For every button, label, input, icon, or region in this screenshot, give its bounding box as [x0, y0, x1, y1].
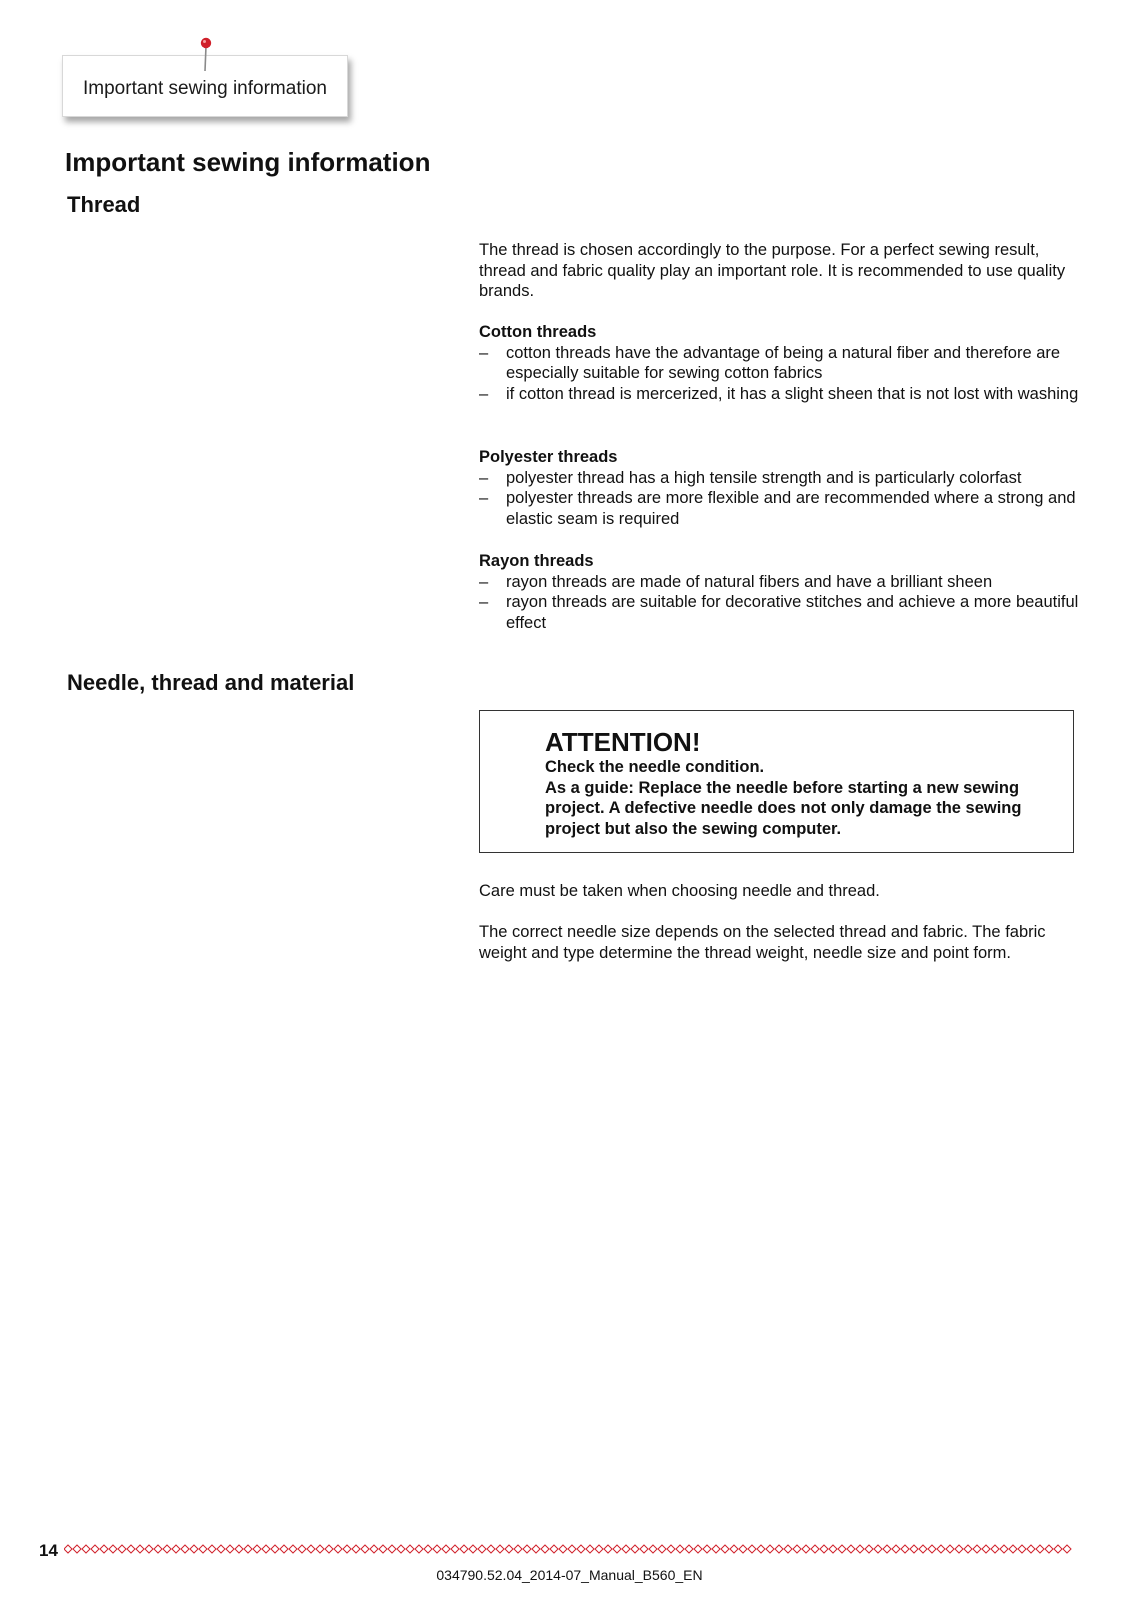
border-diamond	[730, 1545, 738, 1553]
border-diamond	[865, 1545, 873, 1553]
border-diamond	[937, 1545, 945, 1553]
border-diamond	[811, 1545, 819, 1553]
border-diamond	[163, 1545, 171, 1553]
list-item-text: polyester threads are more flexible and are recommended where a strong and elastic seam is required	[506, 489, 1076, 528]
border-diamond	[748, 1545, 756, 1553]
border-diamond	[847, 1545, 855, 1553]
bullet-list	[479, 468, 1079, 530]
section-heading-needle: Needle, thread and material	[67, 670, 355, 695]
border-diamond	[361, 1545, 369, 1553]
border-diamond	[838, 1545, 846, 1553]
border-diamond	[964, 1545, 972, 1553]
border-diamond	[442, 1545, 450, 1553]
border-diamond	[1036, 1545, 1044, 1553]
border-diamond	[829, 1545, 837, 1553]
border-diamond	[307, 1545, 315, 1553]
list-item	[479, 384, 1079, 405]
border-diamond	[379, 1545, 387, 1553]
pushpin-icon	[199, 37, 213, 73]
border-diamond	[109, 1545, 117, 1553]
border-diamond	[982, 1545, 990, 1553]
border-diamond	[901, 1545, 909, 1553]
header-tab-label: Important sewing information	[83, 78, 327, 99]
border-diamond	[793, 1545, 801, 1553]
border-diamond	[190, 1545, 198, 1553]
border-diamond	[118, 1545, 126, 1553]
border-diamond	[586, 1545, 594, 1553]
border-diamond	[604, 1545, 612, 1553]
dash-marker: –	[479, 468, 489, 487]
border-diamond	[496, 1545, 504, 1553]
dash-marker: –	[479, 593, 489, 612]
attention-title: ATTENTION!	[545, 727, 701, 757]
list-item-text: polyester thread has a high tensile strength and is particularly colorfast	[506, 468, 1022, 487]
border-diamond	[820, 1545, 828, 1553]
border-diamond	[172, 1545, 180, 1553]
border-diamond	[64, 1545, 72, 1553]
thread-intro-block	[479, 240, 1079, 302]
border-diamond	[757, 1545, 765, 1553]
border-diamond	[73, 1545, 81, 1553]
border-diamond	[721, 1545, 729, 1553]
border-diamond	[658, 1545, 666, 1553]
border-diamond	[451, 1545, 459, 1553]
border-diamond	[1018, 1545, 1026, 1553]
border-diamond	[802, 1545, 810, 1553]
list-item	[479, 343, 1079, 384]
border-diamond	[316, 1545, 324, 1553]
border-diamond	[874, 1545, 882, 1553]
border-diamond	[154, 1545, 162, 1553]
border-diamond	[892, 1545, 900, 1553]
thread-group-polyester	[479, 447, 1079, 529]
dash-marker: –	[479, 384, 489, 403]
list-item-text: if cotton thread is mercerized, it has a slight sheen that is not lost with washing	[506, 384, 1079, 403]
border-diamond	[397, 1545, 405, 1553]
border-diamond	[82, 1545, 90, 1553]
bullet-list	[479, 572, 1079, 634]
list-item	[479, 572, 1079, 593]
border-diamond	[883, 1545, 891, 1553]
border-diamond	[424, 1545, 432, 1553]
border-diamond	[460, 1545, 468, 1553]
border-diamond	[622, 1545, 630, 1553]
decorative-border	[64, 1542, 1076, 1556]
dash-marker: –	[479, 572, 489, 591]
border-diamond	[208, 1545, 216, 1553]
attention-text	[545, 757, 1055, 839]
border-diamond	[541, 1545, 549, 1553]
border-diamond	[766, 1545, 774, 1553]
border-diamond	[1000, 1545, 1008, 1553]
border-diamond	[1045, 1545, 1053, 1553]
border-diamond	[217, 1545, 225, 1553]
border-diamond	[415, 1545, 423, 1553]
border-diamond	[928, 1545, 936, 1553]
border-diamond	[784, 1545, 792, 1553]
border-diamond	[226, 1545, 234, 1553]
border-diamond	[253, 1545, 261, 1553]
attention-line: As a guide: Replace the needle before starting a new sewing project. A defective needle does not only damage the sewing project but also the sewing computer.	[545, 778, 1022, 838]
border-diamond	[469, 1545, 477, 1553]
border-diamond	[577, 1545, 585, 1553]
border-diamond	[145, 1545, 153, 1553]
border-diamond	[667, 1545, 675, 1553]
group-title: Cotton threads	[479, 323, 597, 341]
border-diamond	[955, 1545, 963, 1553]
border-diamond	[559, 1545, 567, 1553]
border-diamond	[136, 1545, 144, 1553]
border-diamond	[685, 1545, 693, 1553]
border-diamond	[181, 1545, 189, 1553]
border-diamond	[676, 1545, 684, 1553]
border-diamond	[271, 1545, 279, 1553]
border-diamond	[775, 1545, 783, 1553]
paragraph: The correct needle size depends on the selected thread and fabric. The fabric weight and type determine the thread weight, needle size and point form.	[479, 923, 1046, 962]
dash-marker: –	[479, 343, 489, 362]
border-diamond	[595, 1545, 603, 1553]
list-item-text: rayon threads are suitable for decorative stitches and achieve a more beautiful effect	[506, 593, 1079, 632]
border-diamond	[514, 1545, 522, 1553]
thread-group-cotton	[479, 322, 1079, 404]
border-diamond	[487, 1545, 495, 1553]
border-diamond	[325, 1545, 333, 1553]
border-diamond	[694, 1545, 702, 1553]
thread-intro: The thread is chosen accordingly to the purpose. For a perfect sewing result, thread and fabric quality play an important role. It is recommended to use quality brands.	[479, 241, 1066, 301]
border-diamond	[946, 1545, 954, 1553]
border-diamond	[433, 1545, 441, 1553]
border-diamond	[334, 1545, 342, 1553]
page-number: 14	[39, 1541, 58, 1560]
border-diamond	[613, 1545, 621, 1553]
dash-marker: –	[479, 489, 489, 508]
list-item	[479, 592, 1079, 633]
border-diamond	[235, 1545, 243, 1553]
needle-paragraph-2	[479, 922, 1079, 963]
border-diamond	[1009, 1545, 1017, 1553]
border-diamond	[739, 1545, 747, 1553]
group-title: Polyester threads	[479, 448, 618, 466]
border-diamond	[523, 1545, 531, 1553]
attention-box	[479, 710, 1074, 853]
border-diamond	[550, 1545, 558, 1553]
border-diamond	[703, 1545, 711, 1553]
border-diamond	[370, 1545, 378, 1553]
paragraph: Care must be taken when choosing needle and thread.	[479, 882, 880, 900]
border-diamond	[1027, 1545, 1035, 1553]
border-diamond	[289, 1545, 297, 1553]
border-diamond	[91, 1545, 99, 1553]
border-diamond	[649, 1545, 657, 1553]
border-diamond	[568, 1545, 576, 1553]
border-diamond	[280, 1545, 288, 1553]
border-diamond	[919, 1545, 927, 1553]
border-diamond	[343, 1545, 351, 1553]
border-diamond	[100, 1545, 108, 1553]
border-diamond	[352, 1545, 360, 1553]
page-title: Important sewing information	[65, 147, 431, 177]
border-diamond	[478, 1545, 486, 1553]
border-diamond	[127, 1545, 135, 1553]
border-diamond	[262, 1545, 270, 1553]
border-diamond	[856, 1545, 864, 1553]
border-diamond	[406, 1545, 414, 1553]
attention-line: Check the needle condition.	[545, 758, 765, 776]
border-diamond	[991, 1545, 999, 1553]
group-title: Rayon threads	[479, 552, 594, 570]
border-diamond	[631, 1545, 639, 1553]
border-diamond	[388, 1545, 396, 1553]
border-diamond	[910, 1545, 918, 1553]
list-item	[479, 488, 1079, 529]
border-diamond	[532, 1545, 540, 1553]
border-diamond	[1054, 1545, 1062, 1553]
document-id: 034790.52.04_2014-07_Manual_B560_EN	[436, 1567, 703, 1583]
border-diamond	[712, 1545, 720, 1553]
list-item-text: cotton threads have the advantage of being a natural fiber and therefore are especially suitable for sewing cotton fabrics	[506, 343, 1061, 383]
border-diamond	[199, 1545, 207, 1553]
thread-group-rayon	[479, 551, 1079, 633]
border-diamond	[298, 1545, 306, 1553]
section-heading-thread: Thread	[67, 192, 141, 217]
list-item-text: rayon threads are made of natural fibers and have a brilliant sheen	[506, 572, 993, 591]
border-diamond	[244, 1545, 252, 1553]
needle-paragraph-1	[479, 881, 1079, 902]
border-diamond	[1063, 1545, 1071, 1553]
list-item	[479, 468, 1079, 489]
border-diamond	[640, 1545, 648, 1553]
border-diamond	[505, 1545, 513, 1553]
border-diamond	[973, 1545, 981, 1553]
bullet-list	[479, 343, 1079, 405]
